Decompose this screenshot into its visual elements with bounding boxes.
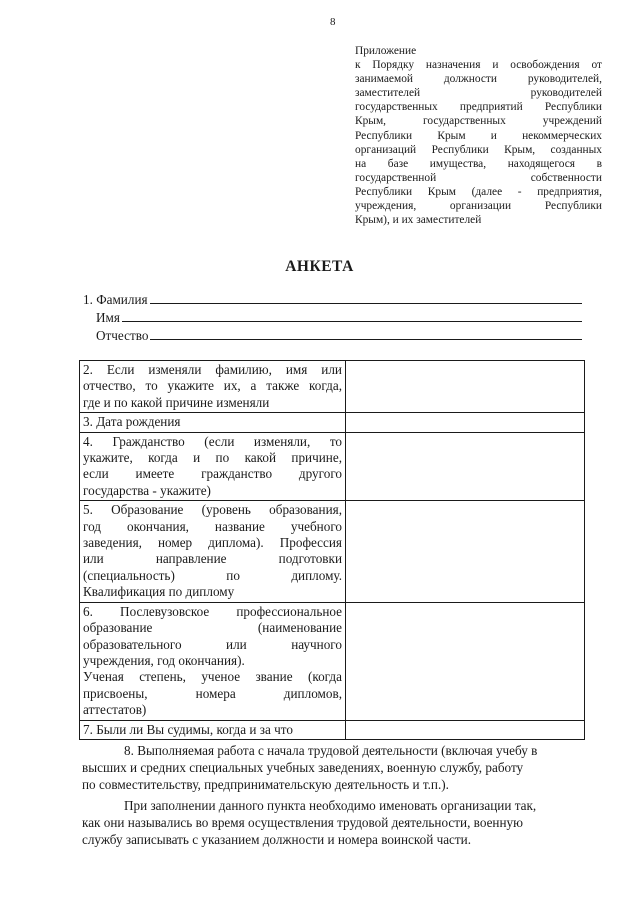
question-line: год окончания, название учебного <box>83 518 342 534</box>
answer-cell[interactable] <box>346 432 585 501</box>
question-line: Квалификация по диплому <box>83 584 235 600</box>
question-cell <box>80 602 346 720</box>
table-row <box>80 413 585 432</box>
question-cell <box>80 720 346 739</box>
appendix-line: Крым, государственных учреждений <box>355 115 602 128</box>
question-line: Ученая степень, ученое звание (когда <box>83 669 342 685</box>
question-line: 3. Дата рождения <box>83 414 181 430</box>
question-line: 5. Образование (уровень образования, <box>83 502 342 518</box>
appendix-line: государственной собственности <box>355 171 602 184</box>
answer-cell[interactable] <box>346 413 585 432</box>
name-field[interactable] <box>122 309 582 322</box>
question-line: образовательного или научного <box>83 636 342 652</box>
question-cell <box>80 432 346 501</box>
answer-cell[interactable] <box>346 720 585 739</box>
question-cell <box>80 501 346 602</box>
question-cell <box>80 413 346 432</box>
name-label: Имя <box>96 310 120 325</box>
appendix-line: заместителей руководителей <box>355 87 602 100</box>
question-line: 6. Послевузовское профессиональное <box>83 603 342 619</box>
appendix-line: Республики Крым и некоммерческих <box>355 129 602 142</box>
patronymic-row <box>96 327 582 344</box>
page-number: 8 <box>330 16 336 28</box>
question-line: (специальность) по диплому. <box>83 567 342 583</box>
table-row <box>80 602 585 720</box>
appendix-line: организаций Республики Крым, созданных <box>355 143 602 156</box>
question-line: 2. Если изменяли фамилию, имя или <box>83 362 342 377</box>
answer-cell[interactable] <box>346 602 585 720</box>
question-line: заведения, номер диплома). Профессия <box>83 535 342 551</box>
note-paragraph <box>82 797 536 848</box>
paragraph-line: службу записывать с указанием должности и номера воинской части. <box>82 832 472 847</box>
name-row <box>96 309 582 326</box>
question-line: учреждения, год окончания). <box>83 652 245 668</box>
appendix-line: учреждения, организации Республики <box>355 200 602 213</box>
paragraph-line: 8. Выполняемая работа с начала трудовой деятельности (включая учебу в <box>124 743 538 758</box>
table-row <box>80 432 585 501</box>
surname-field[interactable] <box>150 291 582 304</box>
table-row <box>80 720 585 739</box>
answer-cell[interactable] <box>346 501 585 602</box>
questionnaire-table <box>79 360 585 740</box>
surname-label: 1. Фамилия <box>83 292 148 307</box>
patronymic-field[interactable] <box>150 327 582 340</box>
appendix-line: на базе имущества, находящегося в <box>355 157 602 170</box>
question-cell <box>80 361 346 413</box>
item-8-paragraph <box>82 742 537 793</box>
paragraph-line: высших и средних специальных учебных заведениях, военную службу, работу <box>82 760 524 775</box>
question-line: присвоены, номера дипломов, <box>83 685 342 701</box>
question-line: укажите, когда и по какой причине, <box>83 450 342 466</box>
question-line: или направление подготовки <box>83 551 342 567</box>
paragraph-line: При заполнении данного пункта необходимо именовать организации так, <box>124 798 537 813</box>
question-line: государства - укажите) <box>83 482 211 498</box>
paragraph-line: как они назывались во время осуществления трудовой деятельности, военную <box>82 815 523 830</box>
appendix-line: Крым), и их заместителей <box>355 214 482 227</box>
question-line: 4. Гражданство (если изменяли, то <box>83 433 342 449</box>
appendix-line: занимаемой должности руководителей, <box>355 73 602 86</box>
form-title: АНКЕТА <box>285 258 354 275</box>
table-row <box>80 501 585 602</box>
question-line: отчество, то укажите их, а также когда, <box>83 378 342 394</box>
appendix-line: Приложение <box>355 45 417 57</box>
paragraph-line: по совместительству, предпринимательскую деятельность и т.п.). <box>82 777 449 792</box>
question-line: если имеете гражданство другого <box>83 466 342 482</box>
appendix-header <box>355 44 602 227</box>
table-row <box>80 361 585 413</box>
appendix-line: Республики Крым (далее - предприятия, <box>355 185 602 198</box>
question-line: 7. Были ли Вы судимы, когда и за что <box>83 721 293 737</box>
patronymic-label: Отчество <box>96 328 149 343</box>
question-line: аттестатов) <box>83 702 147 718</box>
answer-cell[interactable] <box>346 361 585 413</box>
appendix-line: к Порядку назначения и освобождения от <box>355 59 602 72</box>
surname-row <box>83 291 582 308</box>
question-line: где и по какой причине изменяли <box>83 394 270 410</box>
question-line: образование (наименование <box>83 620 342 636</box>
appendix-line: государственных предприятий Республики <box>355 101 602 114</box>
